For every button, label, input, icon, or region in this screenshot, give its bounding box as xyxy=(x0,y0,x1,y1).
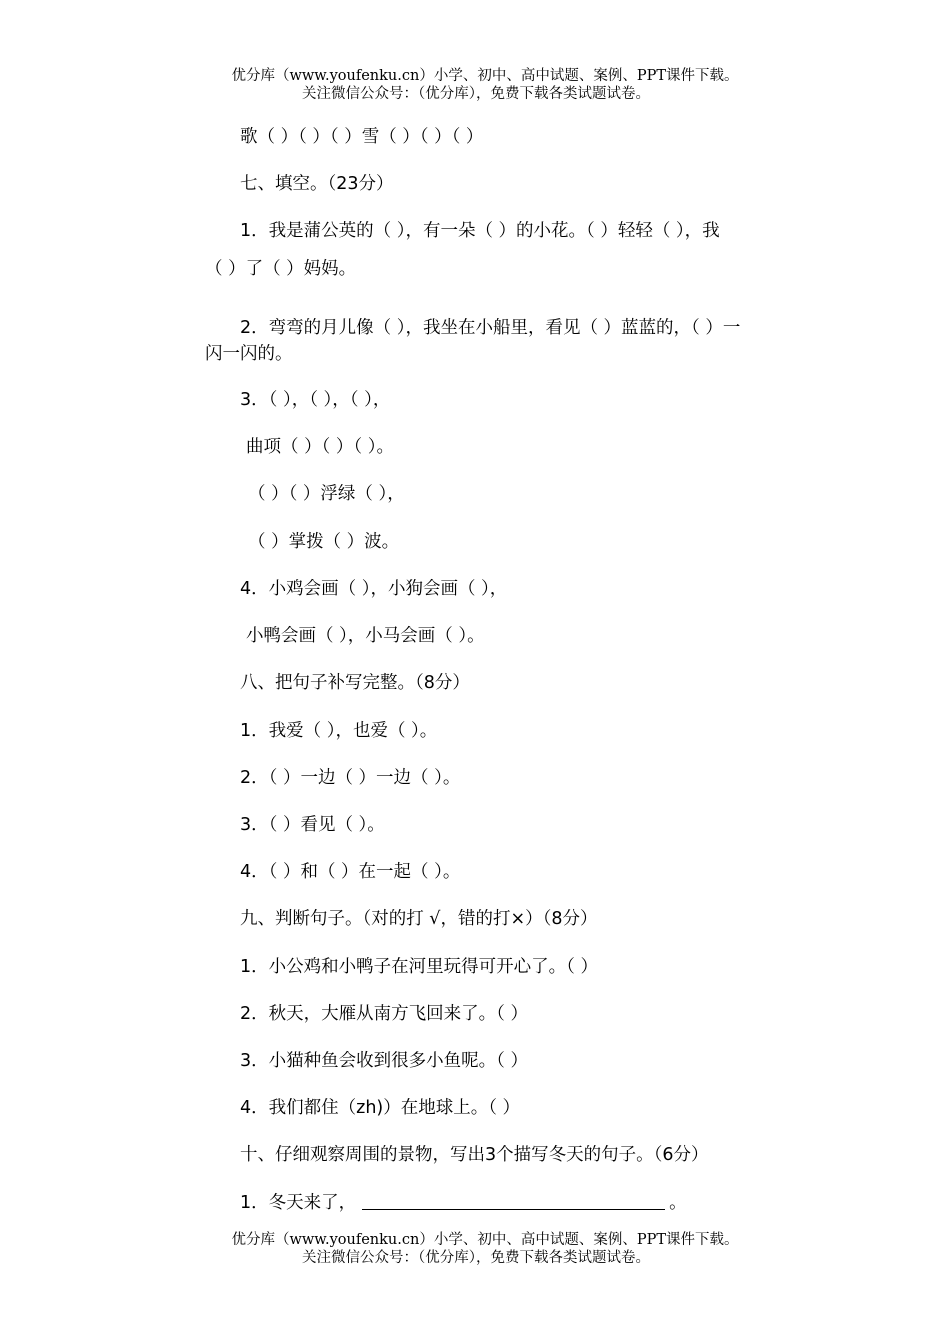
q7-4-line-1: 4．小鸡会画（ ），小狗会画（ ）， xyxy=(240,579,508,599)
header-line-2: 关注微信公众号：（优分库），免费下载各类试题试卷。 xyxy=(302,86,650,102)
answer-blank-line[interactable] xyxy=(362,1191,665,1210)
q8-3: 3．（ ）看见（ ）。 xyxy=(240,815,385,835)
footer-line-1: 优分库（www.youfenku.cn）小学、初中、高中试题、案例、PPT课件下载。 xyxy=(231,1232,739,1248)
fill-line-ge-xue: 歌（ ）（ ）（ ）雪（ ）（ ）（ ） xyxy=(240,127,484,147)
q7-4-line-2: 小鸭会画（ ），小马会画（ ）。 xyxy=(246,626,485,646)
section-7-heading: 七、填空。（23分） xyxy=(240,174,394,194)
page-header xyxy=(0,67,950,103)
q9-1: 1．小公鸡和小鸭子在河里玩得可开心了。（ ） xyxy=(240,957,598,977)
section-8-heading: 八、把句子补写完整。（8分） xyxy=(240,673,470,693)
q9-4: 4．我们都住（zh)）在地球上。（ ） xyxy=(240,1098,521,1118)
q7-3-line-4: （ ）掌拨（ ）波。 xyxy=(248,532,400,552)
q9-3: 3．小猫种鱼会收到很多小鱼呢。（ ） xyxy=(240,1051,528,1071)
q7-3-line-3: （ ）（ ）浮绿（ ）， xyxy=(248,484,405,504)
footer-line-2: 关注微信公众号：（优分库），免费下载各类试题试卷。 xyxy=(302,1250,650,1266)
q10-1-suffix: 。 xyxy=(669,1193,687,1213)
q8-1: 1．我爱（ ），也爱（ ）。 xyxy=(240,721,438,741)
q10-1-prefix: 1．冬天来了， xyxy=(240,1193,357,1213)
q7-1-line-1: 1．我是蒲公英的（ ），有一朵（ ）的小花。（ ）轻轻（ ），我 xyxy=(240,221,720,241)
q7-3-line-2: 曲项（ ）（ ）（ ）。 xyxy=(246,437,394,457)
q7-1-line-2: （ ）了（ ）妈妈。 xyxy=(205,259,357,279)
q7-2-line-2: 闪一闪的。 xyxy=(205,344,293,364)
header-line-1: 优分库（www.youfenku.cn）小学、初中、高中试题、案例、PPT课件下载。 xyxy=(231,68,739,84)
q8-2: 2．（ ）一边（ ）一边（ ）。 xyxy=(240,768,461,788)
q9-2: 2．秋天，大雁从南方飞回来了。（ ） xyxy=(240,1004,528,1024)
page-footer xyxy=(0,1231,950,1267)
section-9-heading: 九、判断句子。（对的打 √，错的打×）（8分） xyxy=(240,909,598,929)
q10-1 xyxy=(240,1191,687,1215)
q7-3-line-1: 3．（ ），（ ），（ ）， xyxy=(240,390,391,410)
q7-2-line-1: 2．弯弯的月儿像（ ），我坐在小船里，看见（ ）蓝蓝的，（ ）一 xyxy=(240,318,741,338)
section-10-heading: 十、仔细观察周围的景物，写出3个描写冬天的句子。（6分） xyxy=(240,1145,709,1165)
q8-4: 4．（ ）和（ ）在一起（ ）。 xyxy=(240,862,461,882)
